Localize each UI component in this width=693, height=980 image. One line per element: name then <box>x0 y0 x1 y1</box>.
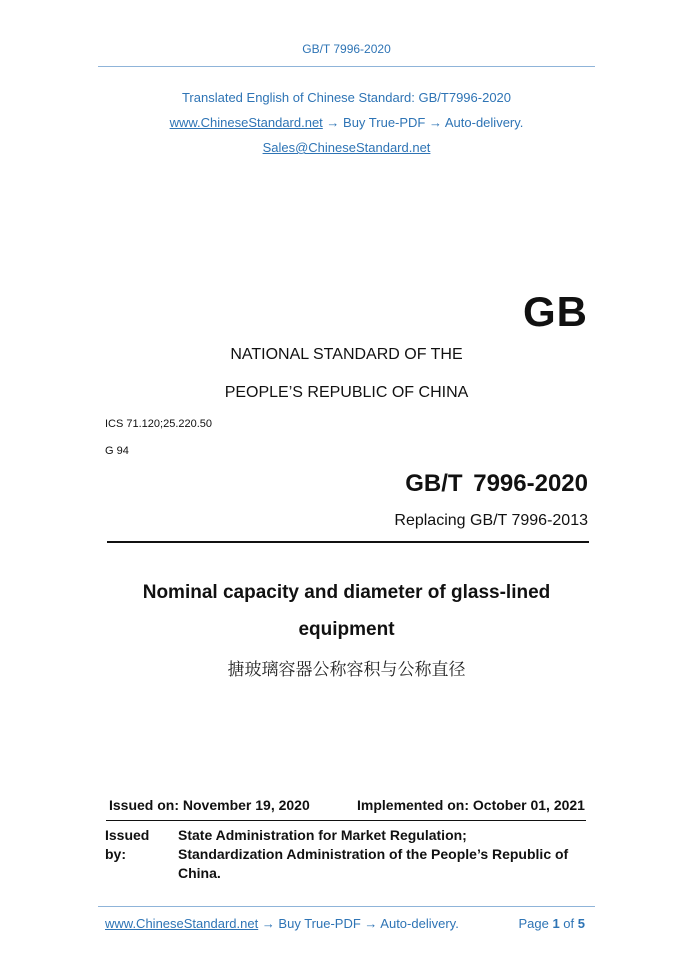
chinese-title: 搪玻璃容器公称容积与公称直径 <box>227 660 466 680</box>
title-divider <box>107 541 589 543</box>
footer-purchase-line <box>105 916 459 931</box>
issued-on-date: Issued on: November 19, 2020 <box>109 797 310 813</box>
issuer-line-2: Standardization Administration of the People’s Republic of <box>178 846 569 862</box>
national-standard-line-2: PEOPLE’S REPUBLIC OF CHINA <box>224 384 469 401</box>
implemented-on-date: Implemented on: October 01, 2021 <box>357 797 585 813</box>
issuer-line-1: State Administration for Market Regulation; <box>178 827 467 843</box>
page-total: 5 <box>577 916 585 931</box>
purchase-line <box>0 115 693 130</box>
translation-notice: Translated English of Chinese Standard: GB/T7996-2020 <box>181 90 512 105</box>
page-indicator <box>518 916 585 931</box>
ccs-code: G 94 <box>105 445 129 457</box>
page-prefix: Page <box>518 916 553 931</box>
issuer-line-3: China. <box>178 865 221 881</box>
national-standard-line-1: NATIONAL STANDARD OF THE <box>230 346 463 363</box>
website-link[interactable]: www.ChineseStandard.net <box>169 115 323 130</box>
gb-logo-text: GB <box>523 288 588 335</box>
ics-code: ICS 71.120;25.220.50 <box>105 418 213 430</box>
issue-divider <box>106 820 586 821</box>
footer-website-link[interactable]: www.ChineseStandard.net <box>105 916 259 931</box>
standard-number: GB/T 7996-2020 <box>405 470 588 497</box>
replacing-standard: Replacing GB/T 7996-2013 <box>394 512 588 529</box>
issued-by-authorities <box>178 826 598 883</box>
footer-divider <box>98 906 595 907</box>
purchase-tail-text: → Buy True-PDF → Auto-delivery. <box>322 115 524 130</box>
page-current: 1 <box>552 916 560 931</box>
page-header-code: GB/T 7996-2020 <box>302 42 391 56</box>
document-title-line-2: equipment <box>298 619 395 640</box>
issued-by-label: Issued by: <box>105 827 150 862</box>
page-of: of <box>559 916 578 931</box>
document-title-line-1: Nominal capacity and diameter of glass-lined <box>142 582 551 603</box>
sales-email-line <box>0 140 693 155</box>
footer-purchase-tail: → Buy True-PDF → Auto-delivery. <box>258 916 459 931</box>
header-divider <box>98 66 595 67</box>
sales-email-link[interactable]: Sales@ChineseStandard.net <box>262 140 431 155</box>
